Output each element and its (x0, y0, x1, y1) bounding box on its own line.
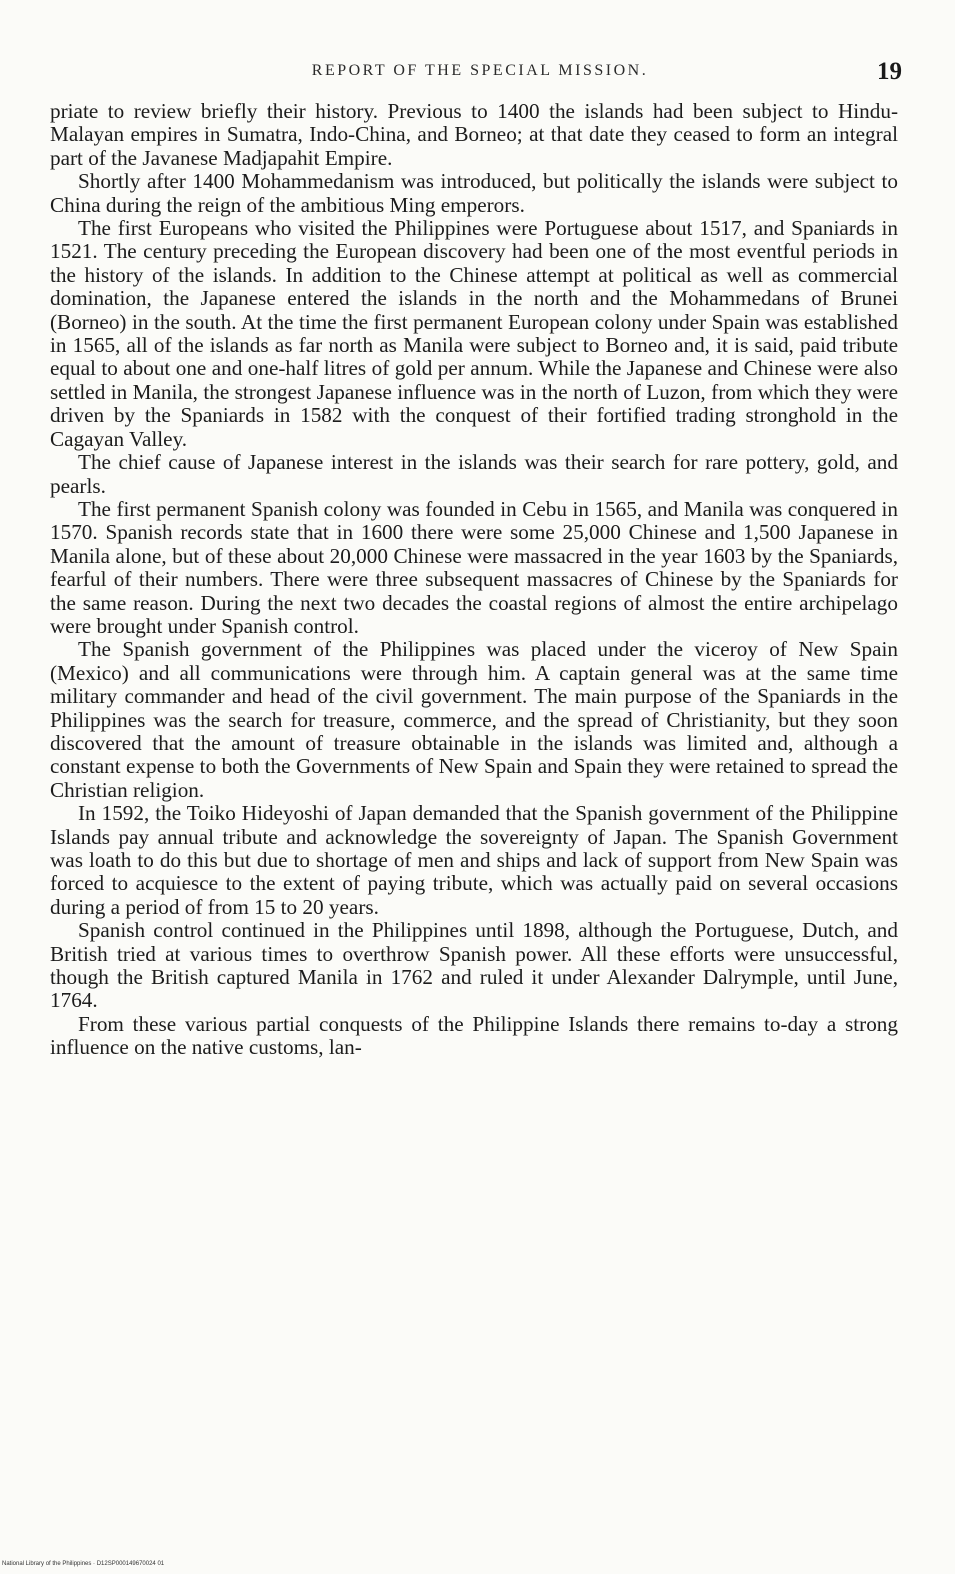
paragraph-3: The first Europeans who visited the Philippines were Portuguese about 1517, and Spaniards in 1521. The century preceding the European discovery had been one of the most eventful periods in the history of the islands. In addition to the Chinese attempt at political as well as commercial domination, the Japanese entered the islands in the north and the Mohammedans of Brunei (Borneo) in the south. At the time the first permanent European colony under Spain was established in 1565, all of the islands as far north as Manila were subject to Borneo and, it is said, paid tribute equal to about one and one-half litres of gold per annum. While the Japanese and Chinese were also settled in Manila, the strongest Japanese influence was in the north of Luzon, from which they were driven by the Spaniards in 1582 with the conquest of their fortified trading stronghold in the Cagayan Valley. (50, 216, 898, 451)
paragraph-2: Shortly after 1400 Mohammedanism was introduced, but politically the islands were subject to China during the reign of the ambitious Ming emperors. (50, 169, 898, 217)
paragraph-7: In 1592, the Toiko Hideyoshi of Japan demanded that the Spanish government of the Philippine Islands pay annual tribute and acknowledge the sovereignty of Japan. The Spanish Government was loath to do this but due to shortage of men and ships and lack of support from New Spain was forced to acquiesce to the extent of paying tribute, which was actually paid on several occasions during a period of from 15 to 20 years. (50, 801, 898, 919)
running-header (50, 58, 910, 90)
paragraph-4: The chief cause of Japanese interest in the islands was their search for rare pottery, gold, and pearls. (50, 450, 898, 498)
paragraph-9: From these various partial conquests of the Philippine Islands there remains to-day a strong influence on the native customs, lan- (50, 1011, 898, 1060)
header-title: REPORT OF THE SPECIAL MISSION. (311, 62, 649, 79)
body-text (50, 100, 898, 1060)
paragraph-1: priate to review briefly their history. Previous to 1400 the islands had been subject to Hindu-Malayan empires in Sumatra, Indo-China, and Borneo; at that date they ceased to form an integral part of the Javanese Madjapahit Empire. (50, 99, 898, 170)
page-number: 19 (877, 58, 902, 85)
paragraph-8: Spanish control continued in the Philippines until 1898, although the Portuguese, Dutch, and British tried at various times to overthrow Spanish power. All these efforts were unsuccessful, though the British captured Manila in 1762 and ruled it under Alexander Dalrymple, until June, 1764. (50, 918, 898, 1013)
scan-credit: National Library of the Philippines · D12SP000149670024 01 (2, 1561, 165, 1567)
paragraph-5: The first permanent Spanish colony was founded in Cebu in 1565, and Manila was conquered in 1570. Spanish records state that in 1600 there were some 25,000 Chinese and 1,500 Japanese in Manila alone, but of these about 20,000 Chinese were massacred in the year 1603 by the Spaniards, fearful of their numbers. There were three subsequent massacres of Chinese by the Spaniards for the same reason. During the next two decades the coastal regions of almost the entire archipelago were brought under Spanish control. (50, 496, 898, 638)
paragraph-6: The Spanish government of the Philippines was placed under the viceroy of New Spain (Mexico) and all communications were through him. A captain general was at the same time military commander and head of the civil government. The main purpose of the Spaniards in the Philippines was the search for treasure, commerce, and the spread of Christianity, but they soon discovered that the amount of treasure obtainable in the islands was limited and, although a constant expense to both the Governments of New Spain and Spain they were retained to spread the Christian religion. (50, 637, 898, 802)
